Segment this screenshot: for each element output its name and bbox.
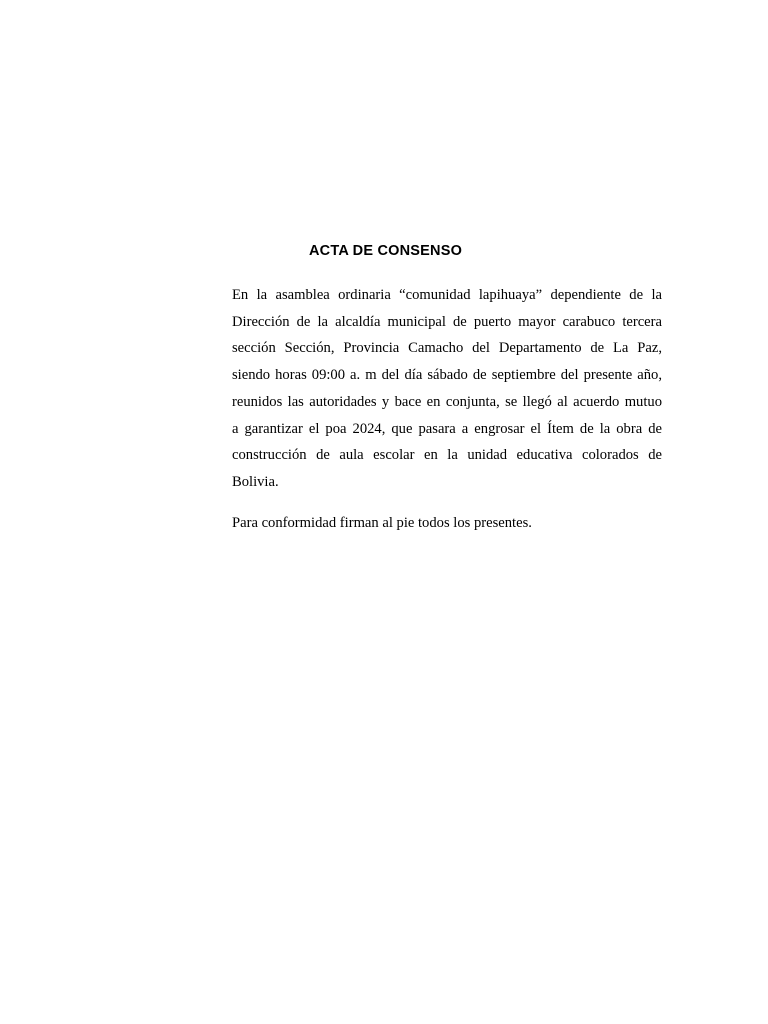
paragraph-main [232,282,662,496]
paragraph-line: sección Sección, Provincia Camacho del Departamento de La Paz, [232,340,662,357]
document-body [232,282,662,550]
paragraph-closing [232,510,662,537]
paragraph-line: reunidos las autoridades y bace en conjunta, se llegó al acuerdo mutuo [232,393,662,410]
paragraph-line: siendo horas 09:00 a. m del día sábado de septiembre del presente año, [232,367,662,384]
document-title: ACTA DE CONSENSO [309,243,463,259]
closing-line: Para conformidad firman al pie todos los presentes. [232,514,532,531]
paragraph-line: construcción de aula escolar en la unidad educativa colorados de [232,447,662,464]
paragraph-line: Bolivia. [232,473,279,490]
paragraph-line: Dirección de la alcaldía municipal de puerto mayor carabuco tercera [232,313,662,330]
paragraph-line: a garantizar el poa 2024, que pasara a engrosar el Ítem de la obra de [232,420,662,437]
paragraph-line: En la asamblea ordinaria “comunidad lapihuaya” dependiente de la [232,287,662,303]
